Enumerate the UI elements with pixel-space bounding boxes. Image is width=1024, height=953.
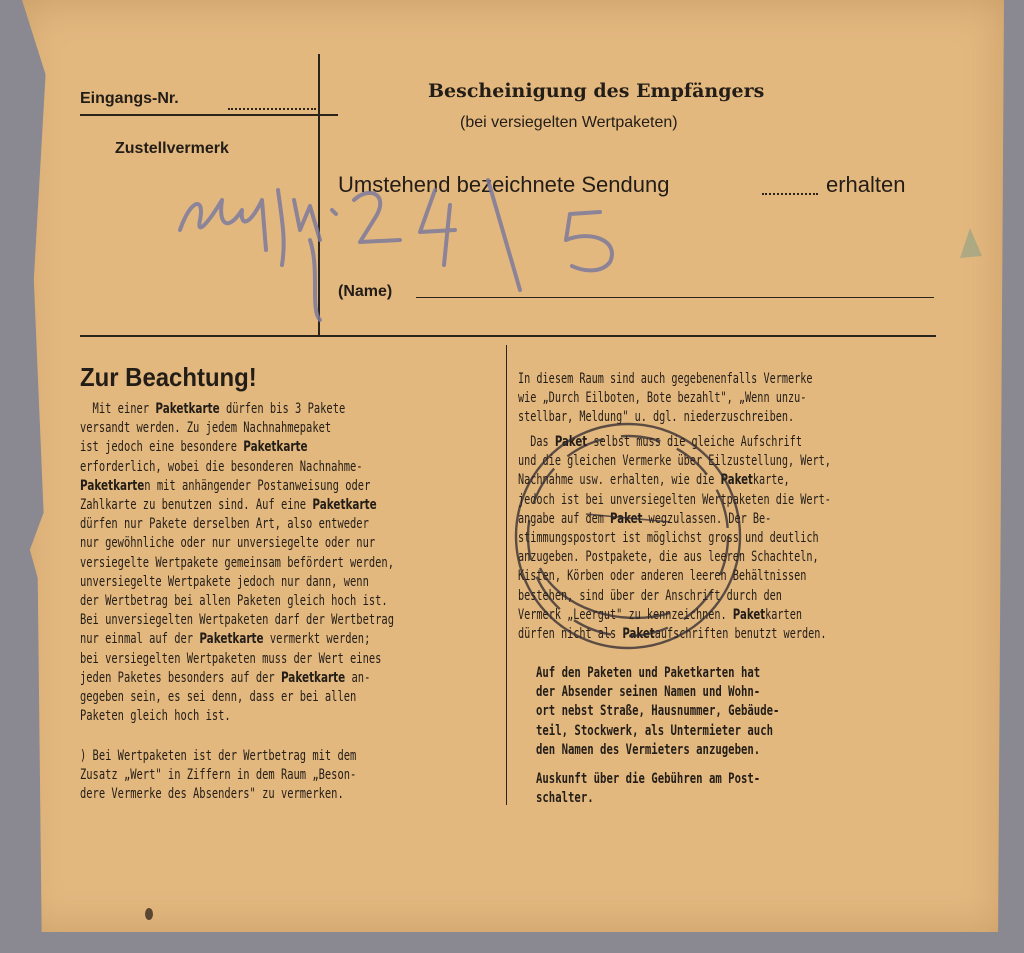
left2-line: ) Bei Wertpaketen ist der Wertbetrag mit dem [80, 748, 357, 764]
eingangs-underline [80, 114, 338, 116]
left2-line: dere Vermerke des Absenders" zu vermerken. [80, 786, 344, 803]
left1-line: gegeben sein, es sei denn, dass er bei allen [80, 689, 357, 706]
right4-line: Auskunft über die Gebühren am Post- [536, 771, 761, 787]
right2-line: Vermerk „Leergut" zu kennzeichnen. Paketkarten [518, 606, 802, 623]
right2-line: jedoch ist bei unversiegelten Wertpaketen die Wert- [518, 491, 831, 508]
left1-line: dürfen nur Pakete derselben Art, also entweder [80, 516, 369, 533]
name-label: (Name) [338, 283, 393, 300]
right3-line: teil, Stockwerk, als Untermieter auch [536, 722, 774, 739]
right2-line: Das Paket selbst muss die gleiche Aufschrift [518, 434, 802, 450]
left1-line: der Wertbetrag bei allen Paketen gleich hoch ist. [80, 593, 388, 610]
right3-line: der Absender seinen Namen und Wohn- [536, 684, 761, 701]
right3-line: ort nebst Straße, Hausnummer, Gebäude- [536, 703, 780, 720]
eingangs-dots [228, 108, 316, 110]
right1-line: stellbar, Meldung" u. dgl. niederzuschreiben. [518, 409, 795, 426]
right2-line: dürfen nicht als Paketaufschriften benutzt werden. [518, 626, 827, 643]
right1-line: In diesem Raum sind auch gegebenenfalls Vermerke [518, 371, 813, 387]
right-paragraph-3 [536, 664, 779, 760]
right2-line: und die gleichen Vermerke über Eilzustellung, Wert, [518, 453, 831, 470]
right3-line: den Namen des Vermieters anzugeben. [536, 741, 761, 758]
green-stain [950, 222, 990, 262]
right1-line: wie „Durch Eilboten, Bote bezahlt", „Wenn unzu- [518, 390, 807, 407]
left2-line: Zusatz „Wert" in Ziffern in dem Raum „Beson- [80, 767, 357, 784]
right-paragraph-4 [536, 770, 760, 808]
left-paragraph-1 [80, 400, 394, 726]
left1-line: Mit einer Paketkarte dürfen bis 3 Pakete [80, 401, 346, 417]
sendung-dots [762, 193, 818, 195]
right2-line: anzugeben. Postpakete, die aus leeren Schachteln, [518, 549, 819, 566]
left1-line: Bei unversiegelten Wertpaketen darf der Wertbetrag [80, 612, 394, 629]
zustellvermerk-label: Zustellvermerk [115, 140, 229, 157]
left1-line: jeden Paketes besonders auf der Paketkarte an- [80, 669, 371, 686]
ink-blot [142, 906, 156, 922]
left1-line: nur einmal auf der Paketkarte vermerkt werden; [80, 631, 371, 648]
erhalten-text: erhalten [826, 172, 906, 197]
right2-line: Kisten, Körben oder anderen leeren Behältnissen [518, 568, 807, 585]
left1-line: Paketkarten mit anhängender Postanweisung oder [80, 477, 371, 494]
right2-line: stimmungspostort ist möglichst gross und deutlich [518, 530, 819, 547]
eingangs-nr-label: Eingangs-Nr. [80, 90, 179, 107]
section-title: Zur Beachtung! [80, 362, 257, 392]
left1-line: Zahlkarte zu benutzen sind. Auf eine Paketkarte [80, 497, 377, 514]
left1-line: unversiegelte Wertpakete jedoch nur dann, wenn [80, 573, 369, 590]
right3-line: Auf den Paketen und Paketkarten hat [536, 665, 761, 681]
sendung-text: Umstehend bezeichnete Sendung [338, 172, 670, 197]
certificate-title: Bescheinigung des Empfängers [428, 80, 765, 102]
left1-line: erforderlich, wobei die besonderen Nachnahme- [80, 458, 363, 475]
left1-line: Paketen gleich hoch ist. [80, 708, 231, 725]
left1-line: versiegelte Wertpakete gemeinsam befördert werden, [80, 554, 394, 571]
right2-line: angabe auf dem Paket wegzulassen. Der Be- [518, 510, 772, 527]
certificate-subtitle: (bei versiegelten Wertpaketen) [460, 114, 678, 131]
right2-line: bestehen, sind über der Anschrift durch den [518, 587, 782, 604]
left1-line: nur gewöhnliche oder nur unversiegelte oder nur [80, 535, 376, 552]
left1-line: bei versiegelten Wertpaketen muss der Wert eines [80, 650, 382, 667]
pencil-handwriting [170, 170, 690, 330]
left-paragraph-2 [80, 747, 356, 805]
left1-line: versandt werden. Zu jedem Nachnahmepaket [80, 420, 332, 437]
postmark-stamp [500, 418, 760, 658]
section-divider [80, 335, 936, 337]
left1-line: ist jedoch eine besondere Paketkarte [80, 439, 308, 456]
right4-line: schalter. [536, 790, 594, 807]
right2-line: Nachnahme usw. erhalten, wie die Paketkarte, [518, 472, 790, 489]
